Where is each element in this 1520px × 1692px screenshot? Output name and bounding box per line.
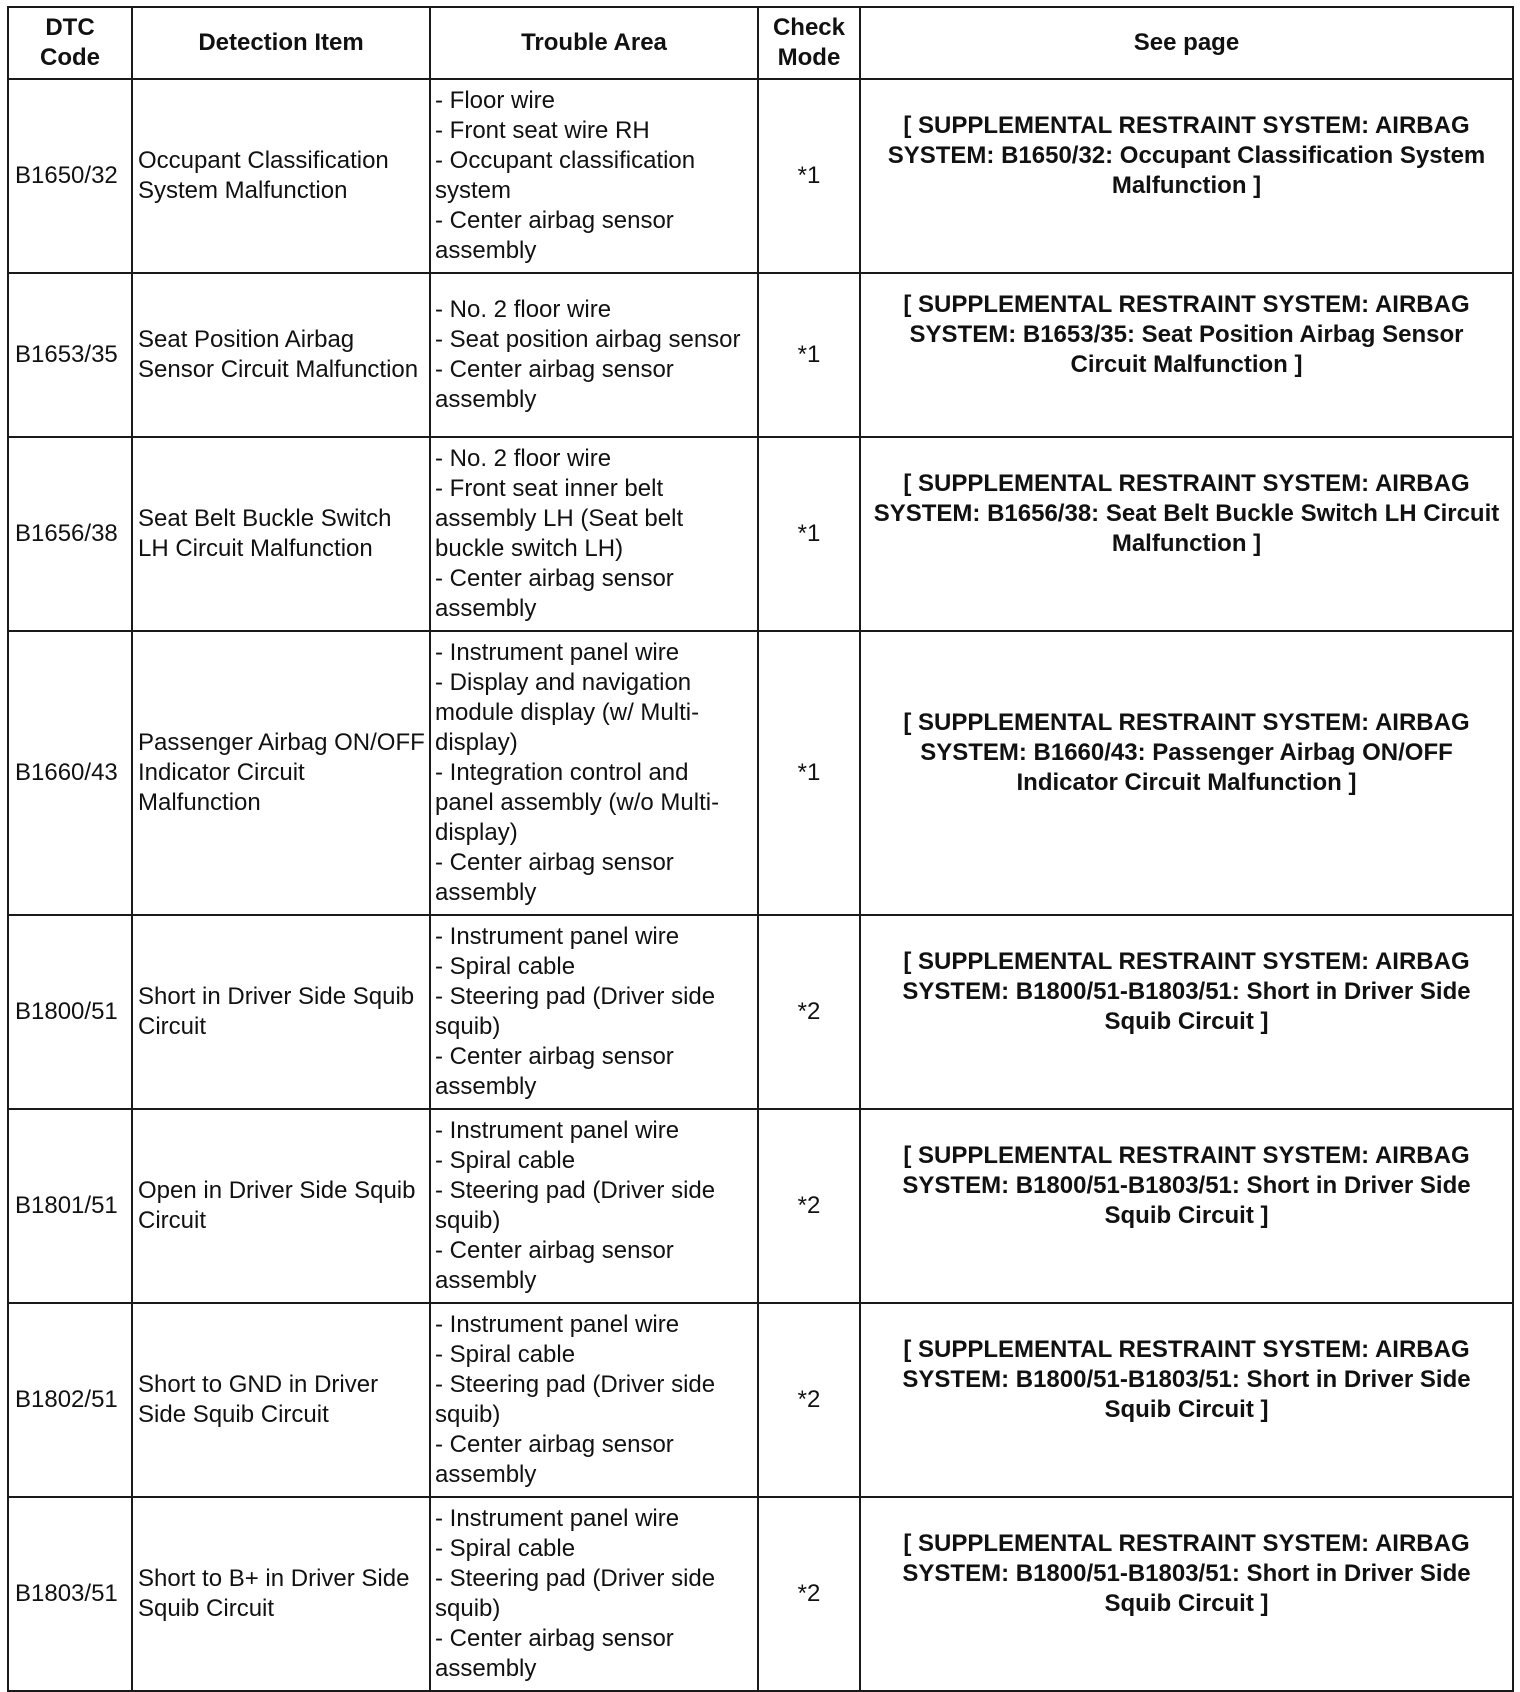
- trouble-area-item: - Integration control and panel assembly (w/o Multi-display): [435, 759, 720, 846]
- detection-item-cell: Occupant Classification System Malfunction: [132, 79, 430, 273]
- trouble-area-cell: [430, 1497, 758, 1691]
- dtc-code-cell: B1802/51: [8, 1303, 132, 1497]
- trouble-area-item: - Instrument panel wire: [435, 639, 680, 666]
- trouble-area-item: - Occupant classification system: [435, 147, 696, 204]
- see-page-link[interactable]: [ SUPPLEMENTAL RESTRAINT SYSTEM: AIRBAG SYSTEM: B1800/51-B1803/51: Short in Driver Side Squib Circuit ]: [902, 1142, 1471, 1229]
- trouble-area-item: - Steering pad (Driver side squib): [435, 1565, 716, 1622]
- table-row: [8, 631, 1513, 915]
- see-page-cell: [860, 1109, 1513, 1303]
- dtc-code-cell: B1650/32: [8, 79, 132, 273]
- see-page-cell: [860, 915, 1513, 1109]
- check-mode-cell: *1: [758, 273, 860, 437]
- header-see-page: See page: [860, 7, 1513, 79]
- dtc-code-cell: B1660/43: [8, 631, 132, 915]
- trouble-area-item: - Front seat wire RH: [435, 117, 650, 144]
- trouble-area-item: - Instrument panel wire: [435, 1117, 680, 1144]
- see-page-cell: [860, 1497, 1513, 1691]
- header-check-mode: Check Mode: [758, 7, 860, 79]
- trouble-area-item: - Spiral cable: [435, 1535, 576, 1562]
- see-page-cell: [860, 273, 1513, 437]
- table-row: [8, 1109, 1513, 1303]
- table-row: [8, 79, 1513, 273]
- check-mode-cell: *1: [758, 437, 860, 631]
- see-page-link[interactable]: [ SUPPLEMENTAL RESTRAINT SYSTEM: AIRBAG SYSTEM: B1800/51-B1803/51: Short in Driver Side Squib Circuit ]: [902, 948, 1471, 1035]
- table-row: [8, 915, 1513, 1109]
- table-row: [8, 437, 1513, 631]
- trouble-area-cell: [430, 1303, 758, 1497]
- trouble-area-item: - Display and navigation module display (w/ Multi-display): [435, 669, 700, 756]
- header-row: [8, 7, 1513, 79]
- see-page-link[interactable]: [ SUPPLEMENTAL RESTRAINT SYSTEM: AIRBAG SYSTEM: B1650/32: Occupant Classification System Malfunction ]: [887, 112, 1486, 199]
- trouble-area-item: - Floor wire: [435, 87, 556, 114]
- check-mode-cell: *1: [758, 631, 860, 915]
- check-mode-cell: *2: [758, 1303, 860, 1497]
- trouble-area-cell: [430, 437, 758, 631]
- see-page-link[interactable]: [ SUPPLEMENTAL RESTRAINT SYSTEM: AIRBAG SYSTEM: B1800/51-B1803/51: Short in Driver Side Squib Circuit ]: [902, 1530, 1471, 1617]
- see-page-link[interactable]: [ SUPPLEMENTAL RESTRAINT SYSTEM: AIRBAG SYSTEM: B1656/38: Seat Belt Buckle Switch LH Circuit Malfunction ]: [873, 470, 1500, 557]
- table-header: [8, 7, 1513, 79]
- trouble-area-cell: [430, 1109, 758, 1303]
- detection-item-cell: Short in Driver Side Squib Circuit: [132, 915, 430, 1109]
- trouble-area-item: - Spiral cable: [435, 953, 576, 980]
- dtc-code-cell: B1801/51: [8, 1109, 132, 1303]
- trouble-area-item: - Instrument panel wire: [435, 1505, 680, 1532]
- trouble-area-item: - Instrument panel wire: [435, 923, 680, 950]
- trouble-area-item: - Steering pad (Driver side squib): [435, 1177, 716, 1234]
- see-page-cell: [860, 1303, 1513, 1497]
- see-page-link[interactable]: [ SUPPLEMENTAL RESTRAINT SYSTEM: AIRBAG SYSTEM: B1660/43: Passenger Airbag ON/OFF Indicator Circuit Malfunction ]: [903, 709, 1470, 796]
- dtc-code-cell: B1656/38: [8, 437, 132, 631]
- detection-item-cell: Seat Position Airbag Sensor Circuit Malfunction: [132, 273, 430, 437]
- table-row: [8, 1303, 1513, 1497]
- header-detection-item: Detection Item: [132, 7, 430, 79]
- trouble-area-cell: [430, 79, 758, 273]
- trouble-area-item: - Center airbag sensor assembly: [435, 207, 674, 264]
- dtc-code-cell: B1653/35: [8, 273, 132, 437]
- header-trouble-area: Trouble Area: [430, 7, 758, 79]
- table-row: [8, 273, 1513, 437]
- trouble-area-item: - No. 2 floor wire: [435, 445, 612, 472]
- detection-item-cell: Open in Driver Side Squib Circuit: [132, 1109, 430, 1303]
- trouble-area-item: - Steering pad (Driver side squib): [435, 983, 716, 1040]
- trouble-area-item: - Instrument panel wire: [435, 1311, 680, 1338]
- dtc-code-cell: B1800/51: [8, 915, 132, 1109]
- trouble-area-item: - Center airbag sensor assembly: [435, 1431, 674, 1488]
- detection-item-cell: Seat Belt Buckle Switch LH Circuit Malfunction: [132, 437, 430, 631]
- trouble-area-item: - Spiral cable: [435, 1341, 576, 1368]
- trouble-area-cell: [430, 273, 758, 437]
- check-mode-cell: *2: [758, 1497, 860, 1691]
- detection-item-cell: Passenger Airbag ON/OFF Indicator Circuit Malfunction: [132, 631, 430, 915]
- check-mode-cell: *2: [758, 915, 860, 1109]
- table-body: [8, 79, 1513, 1691]
- dtc-table: [7, 6, 1514, 1692]
- see-page-cell: [860, 79, 1513, 273]
- see-page-link[interactable]: [ SUPPLEMENTAL RESTRAINT SYSTEM: AIRBAG SYSTEM: B1800/51-B1803/51: Short in Driver Side Squib Circuit ]: [902, 1336, 1471, 1423]
- header-dtc-code: DTC Code: [8, 7, 132, 79]
- detection-item-cell: Short to B+ in Driver Side Squib Circuit: [132, 1497, 430, 1691]
- see-page-cell: [860, 437, 1513, 631]
- check-mode-cell: *2: [758, 1109, 860, 1303]
- trouble-area-item: - Center airbag sensor assembly: [435, 849, 674, 906]
- trouble-area-item: - Center airbag sensor assembly: [435, 1625, 674, 1682]
- trouble-area-cell: [430, 631, 758, 915]
- check-mode-cell: *1: [758, 79, 860, 273]
- trouble-area-item: - Steering pad (Driver side squib): [435, 1371, 716, 1428]
- trouble-area-item: - Center airbag sensor assembly: [435, 565, 674, 622]
- trouble-area-item: - Seat position airbag sensor: [435, 326, 741, 353]
- trouble-area-item: - No. 2 floor wire: [435, 296, 612, 323]
- trouble-area-cell: [430, 915, 758, 1109]
- trouble-area-item: - Center airbag sensor assembly: [435, 356, 674, 413]
- table-row: [8, 1497, 1513, 1691]
- trouble-area-item: - Center airbag sensor assembly: [435, 1237, 674, 1294]
- see-page-cell: [860, 631, 1513, 915]
- see-page-link[interactable]: [ SUPPLEMENTAL RESTRAINT SYSTEM: AIRBAG SYSTEM: B1653/35: Seat Position Airbag Sensor Circuit Malfunction ]: [903, 291, 1470, 378]
- dtc-code-cell: B1803/51: [8, 1497, 132, 1691]
- detection-item-cell: Short to GND in Driver Side Squib Circuit: [132, 1303, 430, 1497]
- trouble-area-item: - Front seat inner belt assembly LH (Seat belt buckle switch LH): [435, 475, 684, 562]
- trouble-area-item: - Center airbag sensor assembly: [435, 1043, 674, 1100]
- trouble-area-item: - Spiral cable: [435, 1147, 576, 1174]
